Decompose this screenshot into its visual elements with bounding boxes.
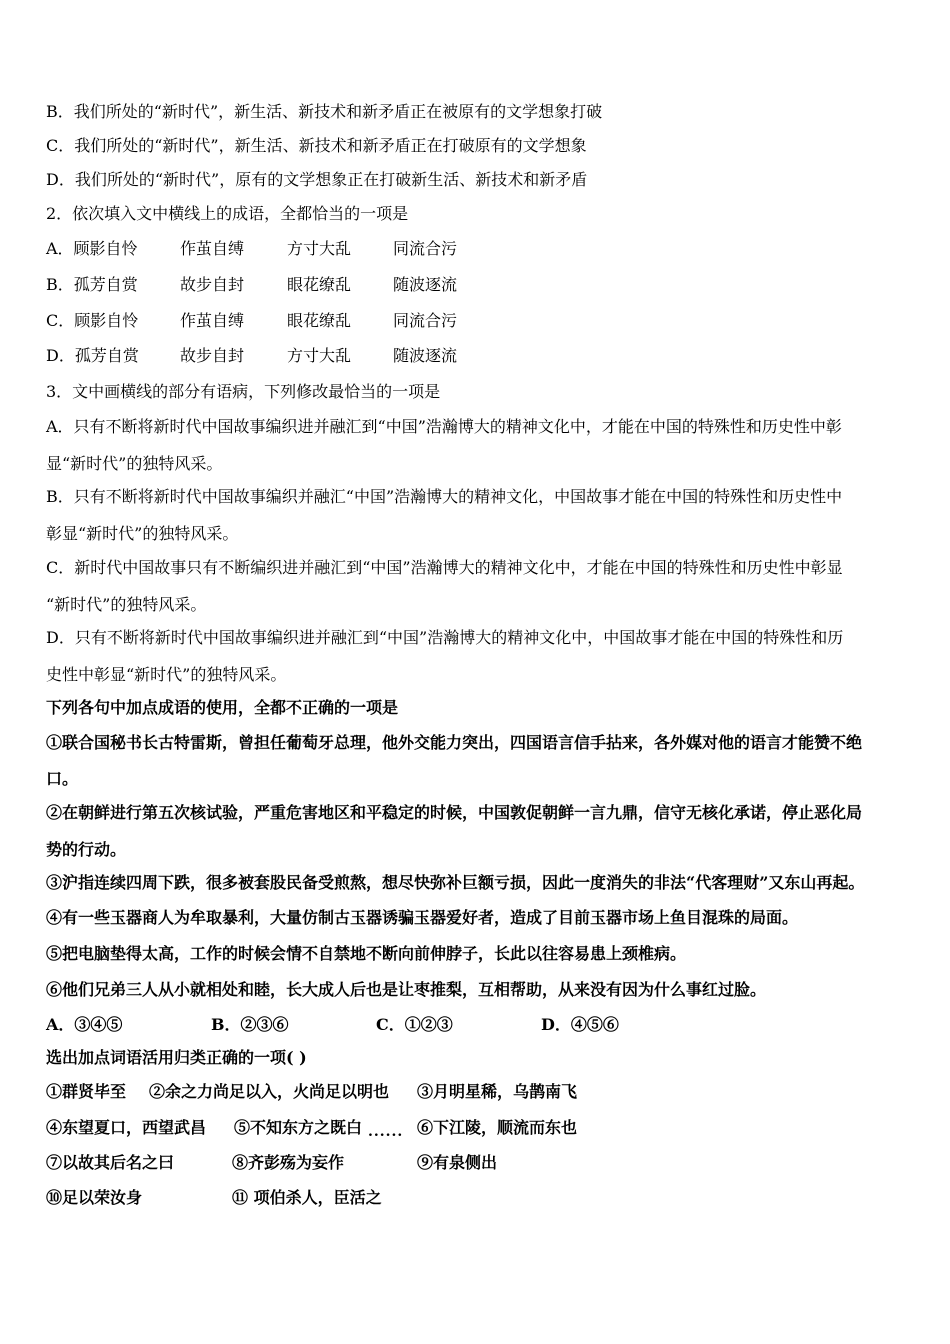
q4-sentence-5: ⑤把电脑垫得太高，工作的时候会情不自禁地不断向前伸脖子，长此以往容易患上颈椎病。 [46, 944, 687, 963]
q3-option-a-line1: A．只有不断将新时代中国故事编织进并融汇到“中国”浩瀚博大的精神文化中，才能在中国的特殊性和历史性中彰 [46, 417, 842, 436]
q5-item-4: ④东望夏口，西望武昌 [46, 1118, 207, 1137]
q4-sentence-3: ③沪指连续四周下跌，很多被套股民备受煎熬，想尽快弥补巨额亏损，因此一度消失的非法“代客理财”又东山再起。 [46, 873, 865, 892]
q2-b-1: B．孤芳自赏 [46, 275, 138, 294]
q2-c-2: 作茧自缚 [180, 311, 245, 330]
q2-d-4: 随波逐流 [393, 346, 458, 365]
q2-a-4: 同流合污 [393, 239, 458, 258]
q2-option-d [46, 346, 457, 366]
q5-row-2 [46, 1118, 577, 1138]
q5-item-7: ⑦以故其后名之曰 [46, 1153, 175, 1172]
q2-option-b [46, 275, 457, 295]
q5-item-1: ①群贤毕至 [46, 1082, 127, 1101]
q5-row-3 [46, 1153, 497, 1173]
q2-option-c [46, 311, 457, 331]
q2-c-4: 同流合污 [393, 311, 458, 330]
q2-a-1: A．顾影自怜 [46, 239, 138, 258]
q4-sentence-2-line1: ②在朝鲜进行第五次核试验，严重危害地区和平稳定的时候，中国敦促朝鲜一言九鼎，信守无核化承诺，停止恶化局 [46, 803, 863, 822]
q3-stem: 3．文中画横线的部分有语病，下列修改最恰当的一项是 [46, 382, 441, 401]
q2-b-3: 眼花缭乱 [287, 275, 352, 294]
q5-item-10: ⑩足以荣汝身 [46, 1188, 143, 1207]
q3-option-b-line2: 彰显“新时代”的独特风采。 [46, 524, 239, 543]
q2-option-a [46, 239, 457, 259]
q4-sentence-4: ④有一些玉器商人为牟取暴利，大量仿制古玉器诱骗玉器爱好者，造成了目前玉器市场上鱼目混珠的局面。 [46, 908, 799, 927]
q3-option-b-line1: B．只有不断将新时代中国故事编织并融汇“中国”浩瀚博大的精神文化，中国故事才能在中国的特殊性和历史性中 [46, 487, 843, 506]
q2-c-3: 眼花缭乱 [287, 311, 352, 330]
q1-option-b: B．我们所处的“新时代”，新生活、新技术和新矛盾正在被原有的文学想象打破 [46, 102, 603, 121]
q5-item-6: ⑥下江陵，顺流而东也 [417, 1118, 578, 1137]
q5-item-11: ⑪ 项伯杀人，臣活之 [232, 1188, 382, 1207]
q3-option-a-line2: 显“新时代”的独特风采。 [46, 454, 223, 473]
q5-row-4 [46, 1188, 382, 1208]
q4-option-c: C．①②③ [376, 1015, 453, 1034]
q1-option-d: D．我们所处的“新时代”，原有的文学想象正在打破新生活、新技术和新矛盾 [46, 170, 588, 189]
q3-option-c-line1: C．新时代中国故事只有不断编织进并融汇到“中国”浩瀚博大的精神文化中，才能在中国的特殊性和历史性中彰显 [46, 558, 843, 577]
q2-d-3: 方寸大乱 [287, 346, 352, 365]
q4-option-b: B．②③⑥ [211, 1015, 289, 1034]
q2-b-2: 故步自封 [180, 275, 245, 294]
q2-stem: 2．依次填入文中横线上的成语，全都恰当的一项是 [46, 204, 409, 223]
q4-stem: 下列各句中加点成语的使用，全都不正确的一项是 [46, 698, 399, 717]
q5-stem: 选出加点词语活用归类正确的一项( ) [46, 1048, 307, 1067]
q5-item-8: ⑧齐彭殇为妄作 [232, 1153, 345, 1172]
q4-sentence-1-line2: 口。 [46, 769, 79, 788]
q5-item-3: ③月明星稀，乌鹊南飞 [417, 1082, 578, 1101]
q4-sentence-6: ⑥他们兄弟三人从小就相处和睦，长大成人后也是让枣推梨，互相帮助，从来没有因为什么事红过脸。 [46, 980, 767, 999]
q1-option-c: C．我们所处的“新时代”，新生活、新技术和新矛盾正在打破原有的文学想象 [46, 136, 587, 155]
q2-a-3: 方寸大乱 [287, 239, 352, 258]
q2-d-1: D．孤芳自赏 [46, 346, 139, 365]
q3-option-d-line1: D．只有不断将新时代中国故事编织进并融汇到“中国”浩瀚博大的精神文化中，中国故事才能在中国的特殊性和历 [46, 628, 844, 647]
q2-d-2: 故步自封 [180, 346, 245, 365]
q3-option-d-line2: 史性中彰显“新时代”的独特风采。 [46, 665, 287, 684]
q5-item-2: ②余之力尚足以入，火尚足以明也 [149, 1082, 390, 1101]
q5-row-1 [46, 1082, 577, 1102]
q2-b-4: 随波逐流 [393, 275, 458, 294]
emphasis-dots: ...... [368, 1124, 404, 1140]
q4-options [46, 1015, 619, 1035]
q4-option-d: D．④⑤⑥ [541, 1015, 619, 1034]
q4-sentence-2-line2: 势的行动。 [46, 840, 127, 859]
q4-option-a: A．③④⑤ [46, 1015, 123, 1034]
q2-a-2: 作茧自缚 [180, 239, 245, 258]
q5-item-5: ⑤不知东方之既白 [234, 1118, 363, 1137]
q5-item-9: ⑨有泉侧出 [417, 1153, 498, 1172]
q2-c-1: C．顾影自怜 [46, 311, 139, 330]
q4-sentence-1-line1: ①联合国秘书长古特雷斯，曾担任葡萄牙总理，他外交能力突出，四国语言信手拈来，各外媒对他的语言才能赞不绝 [46, 733, 863, 752]
q3-option-c-line2: “新时代”的独特风采。 [46, 595, 207, 614]
